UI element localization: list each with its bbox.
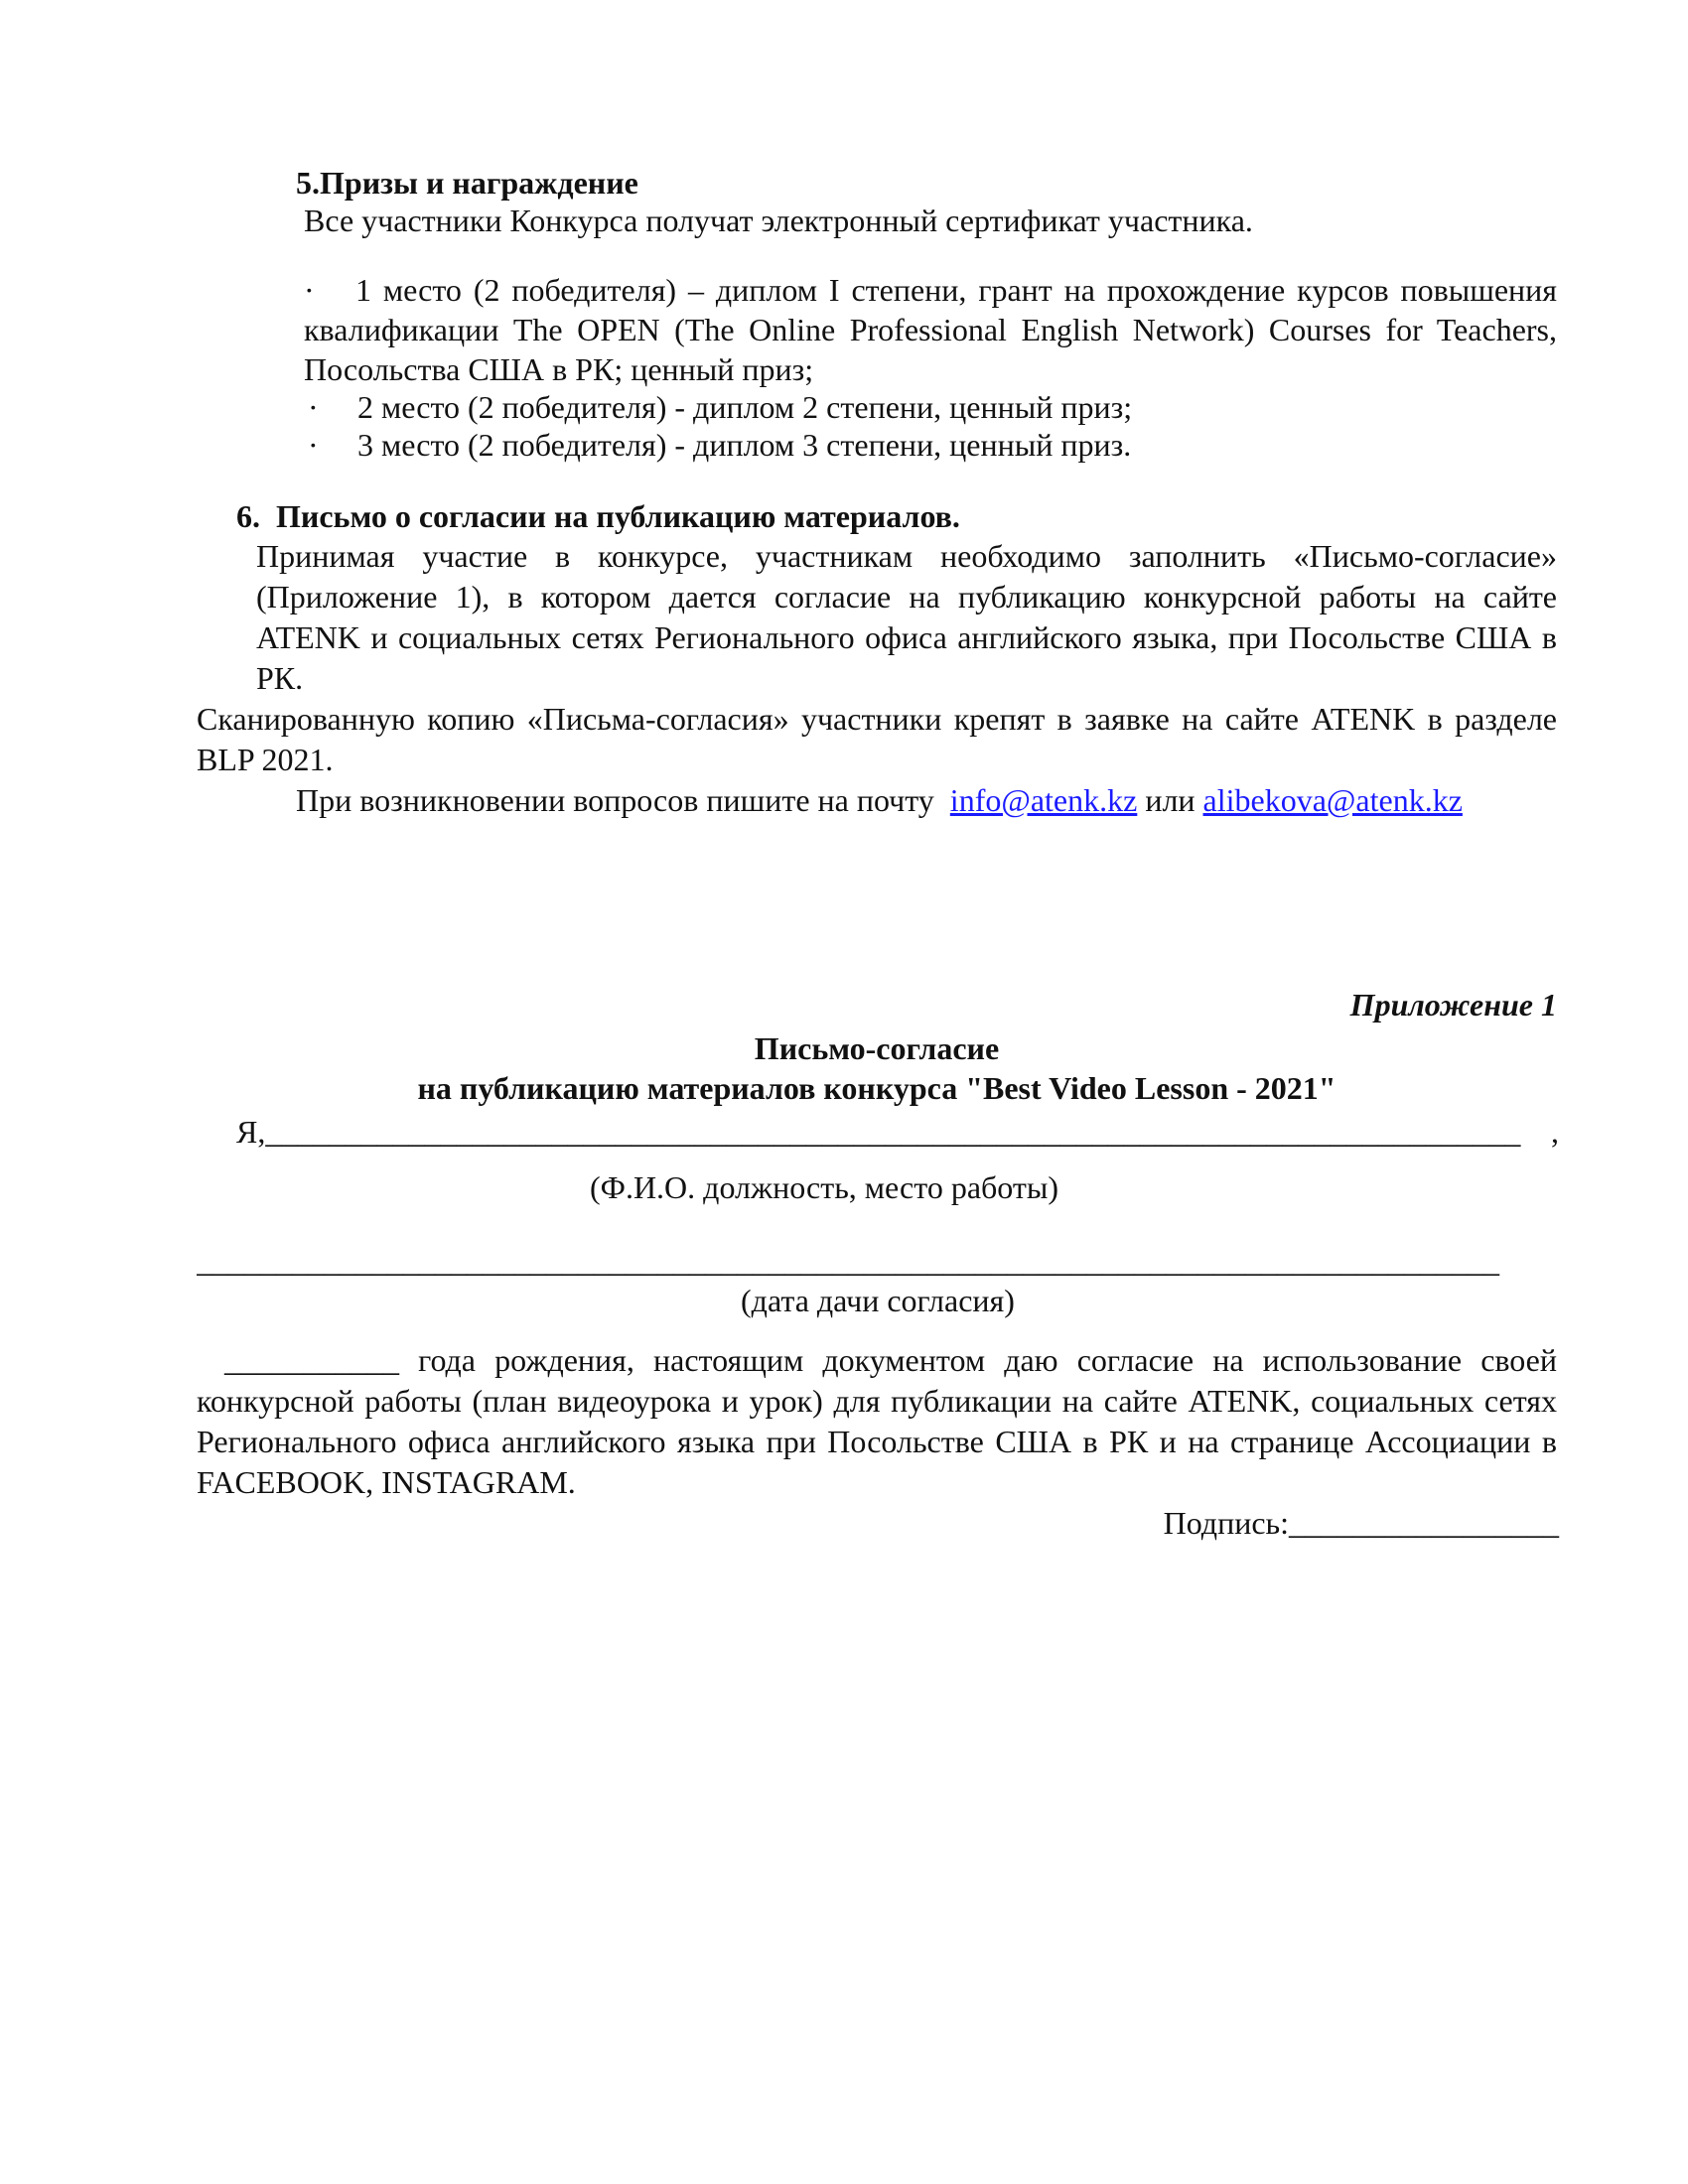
section6-paragraph: Принимая участие в конкурсе, участникам необходимо заполнить «Письмо-согласие» (Приложение 1), в котором дается согласие на публикацию конкурсной работы на сайте ATENK и социальных сетях Регионального офиса английского языка, при Посольстве США в РК. [256, 538, 1557, 696]
signature-row [993, 1503, 1559, 1543]
fio-hint: (Ф.И.О. должность, место работы) [590, 1169, 1059, 1205]
contact-line [296, 780, 1587, 820]
consent-paragraph: ___________ года рождения, настоящим документом даю согласие на использование своей конкурсной работы (план видеоурока и урок) для публикации на сайте ATENK, социальных сетях Регионального офиса английского языка при Посольстве США в РК и на странице Ассоциации в FACEBOOK, INSTAGRAM. [197, 1342, 1557, 1500]
signature-line: _________________ [1289, 1505, 1559, 1541]
date-hint: (дата дачи согласия) [741, 1283, 1015, 1318]
contact-or: или [1145, 782, 1196, 818]
prize-text-2: 2 место (2 победителя) - диплом 2 степени, ценный приз; [357, 389, 1133, 425]
scan-note: Сканированную копию «Письма-согласия» участники крепят в заявке на сайте ATENK в разделе BLP 2021. [197, 701, 1557, 777]
bullet-marker: · [308, 427, 319, 463]
section6-heading: 6. Письмо о согласии на публикацию материалов. [236, 498, 960, 534]
appendix-label: Приложение 1 [1349, 987, 1557, 1023]
email-link-alibekova[interactable]: alibekova@atenk.kz [1202, 782, 1463, 818]
signature-label: Подпись: [1163, 1505, 1289, 1541]
prize-list-item-1 [304, 270, 1557, 389]
bullet-marker: · [304, 272, 315, 308]
prize-list-item-2 [308, 387, 1557, 427]
name-field-prefix: Я, [236, 1114, 266, 1150]
date-field-line: __________________________________________________________________________________ [197, 1243, 1499, 1279]
appendix-title-line1: Письмо-согласие [754, 1030, 1000, 1066]
email-link-info[interactable]: info@atenk.kz [949, 782, 1138, 818]
prize-text-1: 1 место (2 победителя) – диплом I степени, грант на прохождение курсов повышения квалификации The OPEN (The Online Professional English Network) Courses for Teachers, Посольства США в РК; ценный приз; [304, 272, 1557, 387]
section5-heading: 5.Призы и награждение [296, 165, 638, 201]
name-field-suffix: , [1551, 1114, 1559, 1150]
appendix-title-line2: на публикацию материалов конкурса "Best Video Lesson - 2021" [417, 1070, 1336, 1106]
name-field-line: _______________________________________________________________________________ [265, 1114, 1521, 1150]
name-field-row [236, 1112, 1559, 1152]
section5-intro: Все участники Конкурса получат электронный сертификат участника. [304, 203, 1253, 238]
prize-list-item-3 [308, 425, 1557, 465]
contact-prefix: При возникновении вопросов пишите на почту [296, 782, 934, 818]
bullet-marker: · [308, 389, 319, 425]
prize-text-3: 3 место (2 победителя) - диплом 3 степени, ценный приз. [357, 427, 1132, 463]
